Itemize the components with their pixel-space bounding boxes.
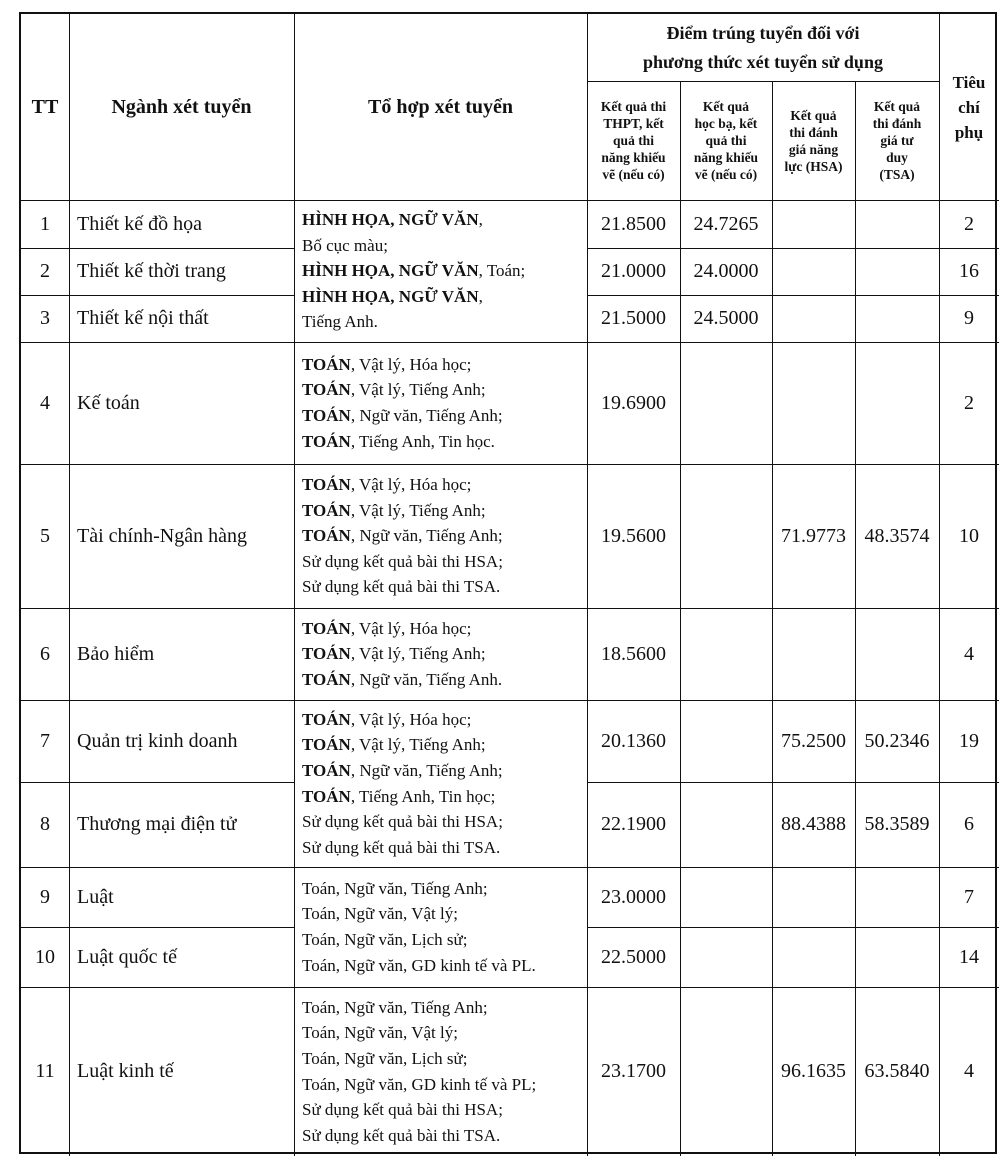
- header-major: Ngành xét tuyển: [111, 95, 252, 118]
- score-hsa: [772, 927, 855, 987]
- combo-line-text: , Vật lý, Tiếng Anh;: [350, 735, 486, 755]
- combo-line-bold: HÌNH HỌA, NGỮ VĂN: [302, 210, 479, 230]
- score-thpt: 18.5600: [601, 642, 666, 665]
- combo-line-text: Toán, Ngữ văn, Vật lý;: [302, 1023, 458, 1043]
- sub-criteria: 19: [959, 729, 979, 752]
- combo-line-text: ,: [478, 286, 483, 306]
- combo-design: [294, 200, 587, 342]
- combo-line: [302, 876, 536, 902]
- header-method-thpt-line: quả thi: [613, 133, 654, 148]
- combo-line: [302, 207, 525, 233]
- combo-line-text: , Vật lý, Hóa học;: [350, 354, 472, 374]
- combo-line: [302, 1072, 536, 1098]
- header-score-group-line: phương thức xét tuyển sử dụng: [643, 51, 883, 72]
- combo-line: [302, 758, 503, 784]
- score-tsa: [855, 248, 939, 295]
- score-hocba: [680, 464, 772, 608]
- header-method-thpt-line: THPT, kết: [603, 116, 664, 131]
- combo-line-text: Toán, Ngữ văn, Tiếng Anh;: [302, 997, 488, 1017]
- combo-line-bold: TOÁN: [302, 354, 351, 374]
- combo-line-text: , Vật lý, Tiếng Anh;: [350, 644, 486, 664]
- header-method-hsa-line: lực (HSA): [784, 158, 843, 174]
- combo-line-text: Sử dụng kết quả bài thi HSA;: [302, 1100, 503, 1120]
- header-method-tsa-line: giá tư: [880, 133, 914, 148]
- combo-economic-law-lines: [294, 995, 536, 1149]
- score-tsa: [855, 342, 939, 464]
- header-method-thpt-line: năng khiếu: [601, 150, 666, 165]
- combo-line: [302, 835, 503, 861]
- score-hocba: [680, 927, 772, 987]
- combo-line-text: Sử dụng kết quả bài thi HSA;: [302, 551, 503, 571]
- header-sub-criteria-line: Tiêu: [952, 72, 986, 92]
- row-number: 7: [40, 729, 50, 752]
- combo-line: [302, 352, 503, 378]
- score-tsa: 48.3574: [864, 524, 930, 547]
- sub-criteria: 4: [964, 642, 974, 665]
- combo-line-bold: TOÁN: [302, 500, 351, 520]
- combo-line-text: , Vật lý, Hóa học;: [350, 475, 472, 495]
- score-hocba: [680, 342, 772, 464]
- combo-line-text: Sử dụng kết quả bài thi HSA;: [302, 812, 503, 832]
- combo-line: [302, 523, 503, 549]
- major-name: Thiết kế nội thất: [77, 307, 209, 329]
- score-tsa: 50.2346: [864, 729, 930, 752]
- combo-line-bold: TOÁN: [302, 709, 351, 729]
- score-hsa: 71.9773: [781, 524, 846, 547]
- score-hsa: 96.1635: [781, 1060, 846, 1082]
- score-thpt: 21.0000: [601, 260, 666, 282]
- header-score-group: [587, 14, 939, 81]
- header-method-tsa-line: Kết quả: [873, 99, 921, 114]
- combo-line-bold: TOÁN: [302, 475, 351, 495]
- row-number: 4: [40, 391, 50, 414]
- combo-line: [302, 549, 503, 575]
- combo-line-text: , Ngữ văn, Tiếng Anh;: [350, 406, 503, 425]
- score-tsa: [855, 200, 939, 248]
- score-hsa: [772, 608, 855, 700]
- combo-finance: [294, 464, 587, 608]
- header-method-tsa-line: thi đánh: [872, 116, 922, 131]
- sub-criteria: 14: [959, 945, 979, 968]
- header-method-hsa: [772, 81, 855, 200]
- score-tsa: [855, 867, 939, 927]
- header-method-thpt-line: Kết quả thi: [600, 99, 667, 114]
- header-method-tsa-line: duy: [886, 150, 908, 165]
- score-tsa: 63.5840: [864, 1060, 930, 1082]
- score-thpt: 19.5600: [601, 524, 666, 547]
- combo-line-text: Toán, Ngữ văn, Tiếng Anh;: [302, 878, 488, 898]
- combo-line: [302, 233, 525, 259]
- combo-line: [302, 258, 525, 284]
- header-sub-criteria-line: chí: [958, 97, 980, 117]
- header-method-hsa-line: giá năng: [788, 141, 839, 157]
- header-combo: Tổ hợp xét tuyển: [368, 95, 513, 118]
- combo-line-bold: TOÁN: [302, 380, 351, 400]
- combo-line-text: Toán, Ngữ văn, Lịch sử;: [302, 930, 468, 949]
- combo-line-text: Sử dụng kết quả bài thi TSA.: [302, 577, 501, 597]
- major-name: Thiết kế thời trang: [77, 260, 226, 282]
- header-sub-criteria-line: phụ: [954, 122, 984, 142]
- row-number: 8: [40, 813, 50, 835]
- combo-line-text: ,: [478, 210, 483, 230]
- combo-accounting-lines: [294, 352, 503, 454]
- combo-line: [302, 784, 503, 810]
- combo-line: [302, 1046, 536, 1072]
- combo-line-text: Toán, Ngữ văn, Lịch sử;: [302, 1048, 468, 1068]
- sub-criteria: 2: [964, 391, 974, 414]
- combo-line-text: , Tiếng Anh, Tin học;: [350, 786, 496, 806]
- row-number: 11: [35, 1060, 55, 1082]
- combo-line-text: Sử dụng kết quả bài thi TSA.: [302, 837, 501, 857]
- row-number: 10: [35, 945, 55, 968]
- header-method-hocba-line: năng khiếu: [693, 150, 759, 165]
- header-method-hocba-line: Kết quả: [702, 99, 750, 114]
- combo-line-text: Tiếng Anh.: [302, 312, 378, 332]
- score-hsa: [772, 295, 855, 342]
- row-number: 5: [40, 524, 50, 547]
- combo-line-text: Toán, Ngữ văn, GD kinh tế và PL;: [302, 1074, 537, 1094]
- combo-line: [302, 429, 503, 455]
- sub-criteria: 9: [964, 307, 974, 329]
- score-tsa: [855, 927, 939, 987]
- score-thpt: 23.1700: [601, 1060, 666, 1082]
- combo-line: [302, 1097, 536, 1123]
- combo-economic-law: [294, 987, 587, 1156]
- sub-criteria: 2: [964, 212, 974, 235]
- score-hocba: 24.7265: [693, 212, 759, 235]
- combo-business-lines: [294, 707, 503, 861]
- combo-line-text: Bố cục màu;: [302, 235, 388, 255]
- header-method-thpt: [587, 81, 680, 200]
- sub-criteria: 10: [959, 524, 979, 547]
- combo-line-bold: TOÁN: [302, 735, 351, 755]
- sub-criteria: 4: [964, 1060, 974, 1082]
- combo-line-text: Toán, Ngữ văn, GD kinh tế và PL.: [302, 955, 536, 975]
- header-method-hocba-line: quả thi: [705, 133, 747, 148]
- combo-line-text: , Ngữ văn, Tiếng Anh;: [350, 760, 503, 780]
- row-number: 3: [40, 307, 50, 329]
- score-hocba: 24.0000: [693, 260, 759, 282]
- combo-line-text: , Vật lý, Hóa học;: [350, 618, 472, 638]
- combo-line-text: Toán, Ngữ văn, Vật lý;: [302, 904, 458, 924]
- combo-line-bold: TOÁN: [302, 406, 351, 425]
- combo-finance-lines: [294, 472, 503, 600]
- combo-line-bold: TOÁN: [302, 431, 351, 451]
- score-thpt: 20.1360: [601, 729, 666, 752]
- combo-line: [302, 472, 503, 498]
- row-number: 6: [40, 642, 50, 665]
- major-name: Thương mại điện tử: [77, 813, 237, 835]
- combo-line-bold: TOÁN: [302, 760, 351, 780]
- combo-line: [302, 667, 502, 693]
- sub-criteria: 7: [964, 885, 974, 908]
- sub-criteria: 16: [959, 260, 979, 282]
- score-hocba: [680, 608, 772, 700]
- header-method-thpt-line: vẽ (nếu có): [602, 167, 665, 182]
- score-hocba: [680, 700, 772, 782]
- combo-line-text: , Ngữ văn, Tiếng Anh.: [350, 669, 503, 689]
- header-tt: TT: [31, 95, 59, 118]
- combo-line: [302, 498, 503, 524]
- score-hsa: 75.2500: [781, 729, 846, 752]
- combo-law: [294, 867, 587, 987]
- score-tsa: [855, 608, 939, 700]
- combo-design-lines: [294, 207, 525, 335]
- header-method-hsa-line: thi đánh: [789, 124, 838, 140]
- header-sub-criteria: [939, 14, 999, 200]
- major-name: Luật quốc tế: [77, 945, 177, 968]
- score-thpt: 21.8500: [601, 212, 666, 235]
- combo-business: [294, 700, 587, 867]
- major-name: Luật kinh tế: [77, 1060, 174, 1082]
- combo-law-lines: [294, 876, 536, 978]
- combo-line: [302, 616, 502, 642]
- admission-score-table: [19, 12, 997, 1154]
- major-name: Kế toán: [77, 391, 140, 414]
- score-tsa: 58.3589: [864, 813, 930, 835]
- major-name: Thiết kế đồ họa: [77, 212, 202, 235]
- sub-criteria: 6: [964, 813, 974, 835]
- combo-line: [302, 284, 525, 310]
- combo-line-bold: HÌNH HỌA, NGỮ VĂN: [302, 286, 479, 306]
- combo-line-bold: TOÁN: [302, 786, 351, 806]
- combo-line: [302, 927, 536, 953]
- combo-line-bold: TOÁN: [302, 669, 351, 689]
- combo-line: [302, 403, 503, 429]
- score-thpt: 23.0000: [601, 885, 666, 908]
- combo-line-text: , Vật lý, Tiếng Anh;: [350, 380, 486, 400]
- major-name: Tài chính-Ngân hàng: [77, 524, 247, 547]
- header-method-hocba-line: học bạ, kết: [694, 116, 758, 131]
- combo-line-text: Sử dụng kết quả bài thi TSA.: [302, 1125, 501, 1145]
- combo-line-text: , Vật lý, Tiếng Anh;: [350, 500, 486, 520]
- combo-line: [302, 809, 503, 835]
- combo-line: [302, 377, 503, 403]
- major-name: Quản trị kinh doanh: [77, 729, 238, 752]
- header-method-hsa-line: Kết quả: [790, 107, 837, 123]
- header-method-tsa-line: (TSA): [879, 167, 915, 182]
- combo-line: [302, 995, 536, 1021]
- score-hsa: [772, 200, 855, 248]
- score-tsa: [855, 295, 939, 342]
- combo-line: [302, 309, 525, 335]
- score-hsa: [772, 342, 855, 464]
- combo-line: [302, 641, 502, 667]
- header-score-group-line: Điểm trúng tuyển đối với: [666, 22, 860, 43]
- combo-line: [302, 732, 503, 758]
- combo-line: [302, 1020, 536, 1046]
- header-method-tsa: [855, 81, 939, 200]
- combo-line-bold: TOÁN: [302, 526, 351, 546]
- combo-line: [302, 707, 503, 733]
- combo-line-text: , Toán;: [478, 261, 526, 281]
- combo-line-bold: TOÁN: [302, 618, 351, 638]
- combo-line: [302, 901, 536, 927]
- row-number: 1: [40, 212, 50, 235]
- combo-line-bold: HÌNH HỌA, NGỮ VĂN: [302, 261, 479, 281]
- combo-line-text: , Vật lý, Hóa học;: [350, 709, 472, 729]
- score-hocba: [680, 867, 772, 927]
- combo-line-bold: TOÁN: [302, 644, 351, 664]
- combo-line: [302, 953, 536, 979]
- score-thpt: 22.1900: [601, 813, 666, 835]
- combo-line-text: , Ngữ văn, Tiếng Anh;: [350, 526, 503, 546]
- header-method-hocba: [680, 81, 772, 200]
- header-method-hocba-line: vẽ (nếu có): [694, 167, 758, 182]
- score-thpt: 22.5000: [601, 945, 666, 968]
- row-number: 9: [40, 885, 50, 908]
- row-number: 2: [40, 260, 50, 282]
- combo-accounting: [294, 342, 587, 464]
- combo-insurance: [294, 608, 587, 700]
- major-name: Luật: [77, 885, 114, 908]
- score-thpt: 19.6900: [601, 391, 666, 414]
- combo-insurance-lines: [294, 616, 502, 693]
- combo-line-text: , Tiếng Anh, Tin học.: [350, 431, 495, 451]
- major-name: Bảo hiểm: [77, 642, 155, 665]
- score-hsa: [772, 867, 855, 927]
- combo-line: [302, 1123, 536, 1149]
- score-thpt: 21.5000: [601, 307, 666, 329]
- score-hocba: [680, 987, 772, 1156]
- score-hsa: 88.4388: [781, 813, 846, 835]
- score-hocba: [680, 782, 772, 867]
- score-hsa: [772, 248, 855, 295]
- score-hocba: 24.5000: [693, 307, 759, 329]
- combo-line: [302, 574, 503, 600]
